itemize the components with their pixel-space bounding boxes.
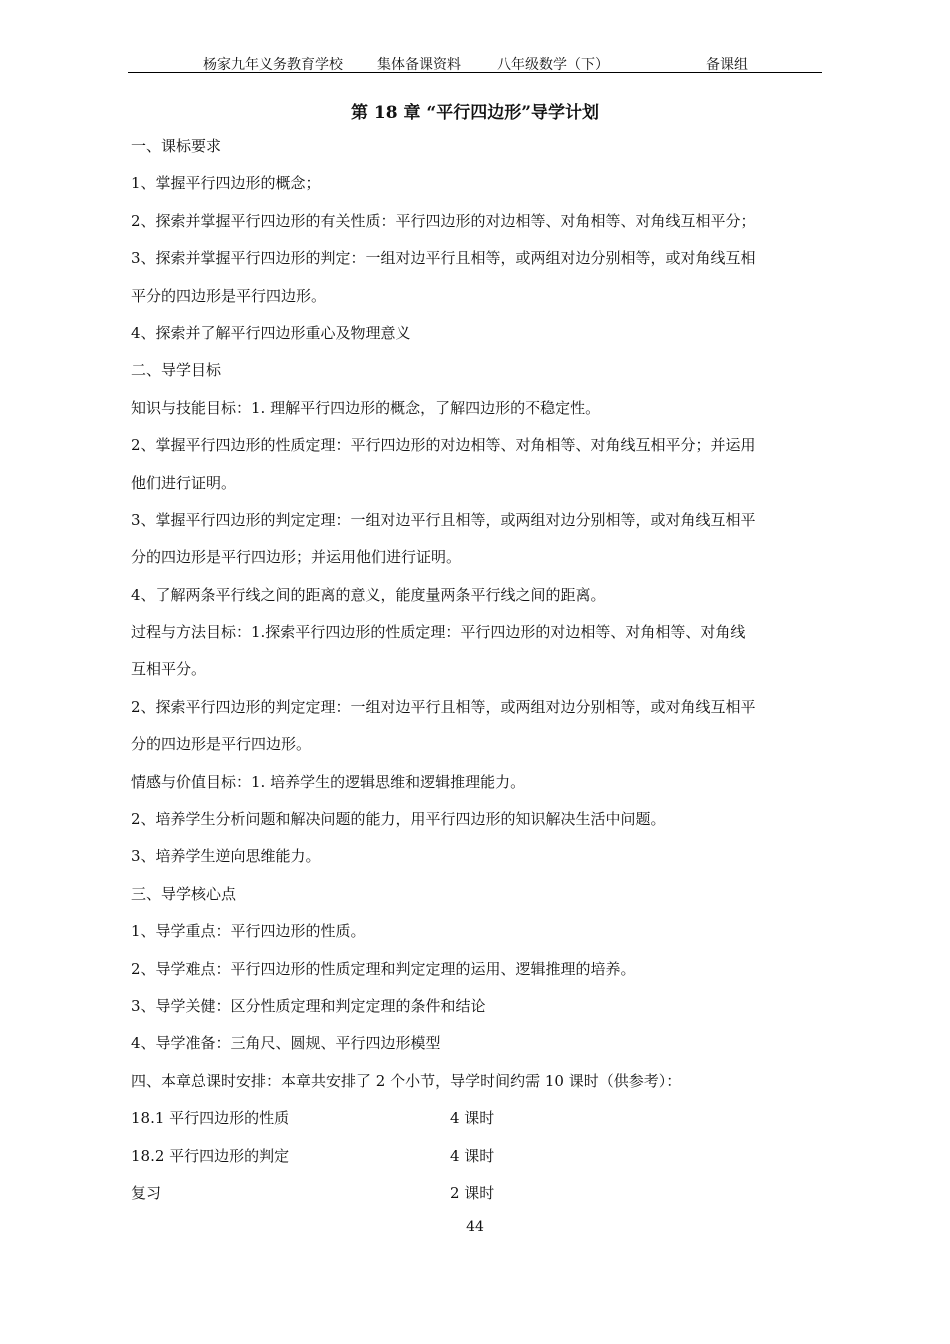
schedule-item: 18.1 平行四边形的性质 <box>131 1109 290 1128</box>
text-line: 互相平分。 <box>131 660 207 679</box>
text-line: 2、探索平行四边形的判定定理：一组对边平行且相等，或两组对边分别相等，或对角线互相平 <box>131 697 756 716</box>
text-line: 分的四边形是平行四边形；并运用他们进行证明。 <box>131 548 462 567</box>
text-line: 三、导学核心点 <box>131 884 237 903</box>
page-title: 第 18 章 “平行四边形”导学计划 <box>351 103 599 123</box>
schedule-item: 复习 <box>131 1183 162 1202</box>
text-line: 1、掌握平行四边形的概念； <box>131 174 321 193</box>
text-line: 平分的四边形是平行四边形。 <box>131 286 327 305</box>
text-line: 过程与方法目标：1.探索平行四边形的性质定理：平行四边形的对边相等、对角相等、对角线 <box>131 623 746 642</box>
text-line: 4、了解两条平行线之间的距离的意义，能度量两条平行线之间的距离。 <box>131 585 606 604</box>
text-line: 1、导学重点：平行四边形的性质。 <box>131 922 366 941</box>
header-group: 备课组 <box>706 57 748 73</box>
schedule-hours: 2 课时 <box>450 1183 495 1202</box>
schedule-item: 18.2 平行四边形的判定 <box>131 1146 290 1165</box>
text-line: 2、培养学生分析问题和解决问题的能力，用平行四边形的知识解决生活中问题。 <box>131 810 666 829</box>
text-line: 二、导学目标 <box>131 361 222 380</box>
schedule-row <box>131 1144 831 1181</box>
text-line: 2、探索并掌握平行四边形的有关性质：平行四边形的对边相等、对角相等、对角线互相平分； <box>131 211 756 230</box>
text-line: 3、掌握平行四边形的判定定理：一组对边平行且相等，或两组对边分别相等，或对角线互相平 <box>131 510 756 529</box>
header-school: 杨家九年义务教育学校 <box>203 57 343 73</box>
schedule-row <box>131 1181 831 1218</box>
text-line: 4、探索并了解平行四边形重心及物理意义 <box>131 323 411 342</box>
text-line: 3、培养学生逆向思维能力。 <box>131 847 321 866</box>
text-line: 一、课标要求 <box>131 137 222 155</box>
text-line: 四、本章总课时安排：本章共安排了 2 个小节，导学时间约需 10 课时（供参考）： <box>131 1071 682 1090</box>
text-line: 3、探索并掌握平行四边形的判定：一组对边平行且相等，或两组对边分别相等，或对角线互相 <box>131 249 756 268</box>
header-doc-type: 集体备课资料 <box>377 57 461 73</box>
text-line: 4、导学准备：三角尺、圆规、平行四边形模型 <box>131 1034 441 1053</box>
schedule-row <box>131 1106 831 1143</box>
header-rule <box>128 72 822 73</box>
document-body <box>131 134 831 1218</box>
schedule-hours: 4 课时 <box>450 1109 495 1128</box>
header-grade-subject: 八年级数学（下） <box>497 57 609 73</box>
text-line: 他们进行证明。 <box>131 473 237 492</box>
text-line: 知识与技能目标：1. 理解平行四边形的概念，了解四边形的不稳定性。 <box>131 398 601 417</box>
schedule-hours: 4 课时 <box>450 1146 495 1165</box>
text-line: 情感与价值目标：1. 培养学生的逻辑思维和逻辑推理能力。 <box>131 772 526 791</box>
text-line: 3、导学关健：区分性质定理和判定定理的条件和结论 <box>131 996 486 1015</box>
text-line: 2、掌握平行四边形的性质定理：平行四边形的对边相等、对角相等、对角线互相平分；并运用 <box>131 436 756 455</box>
text-line: 分的四边形是平行四边形。 <box>131 735 312 754</box>
text-line: 2、导学难点：平行四边形的性质定理和判定定理的运用、逻辑推理的培养。 <box>131 959 636 978</box>
page-number: 44 <box>466 1219 484 1235</box>
